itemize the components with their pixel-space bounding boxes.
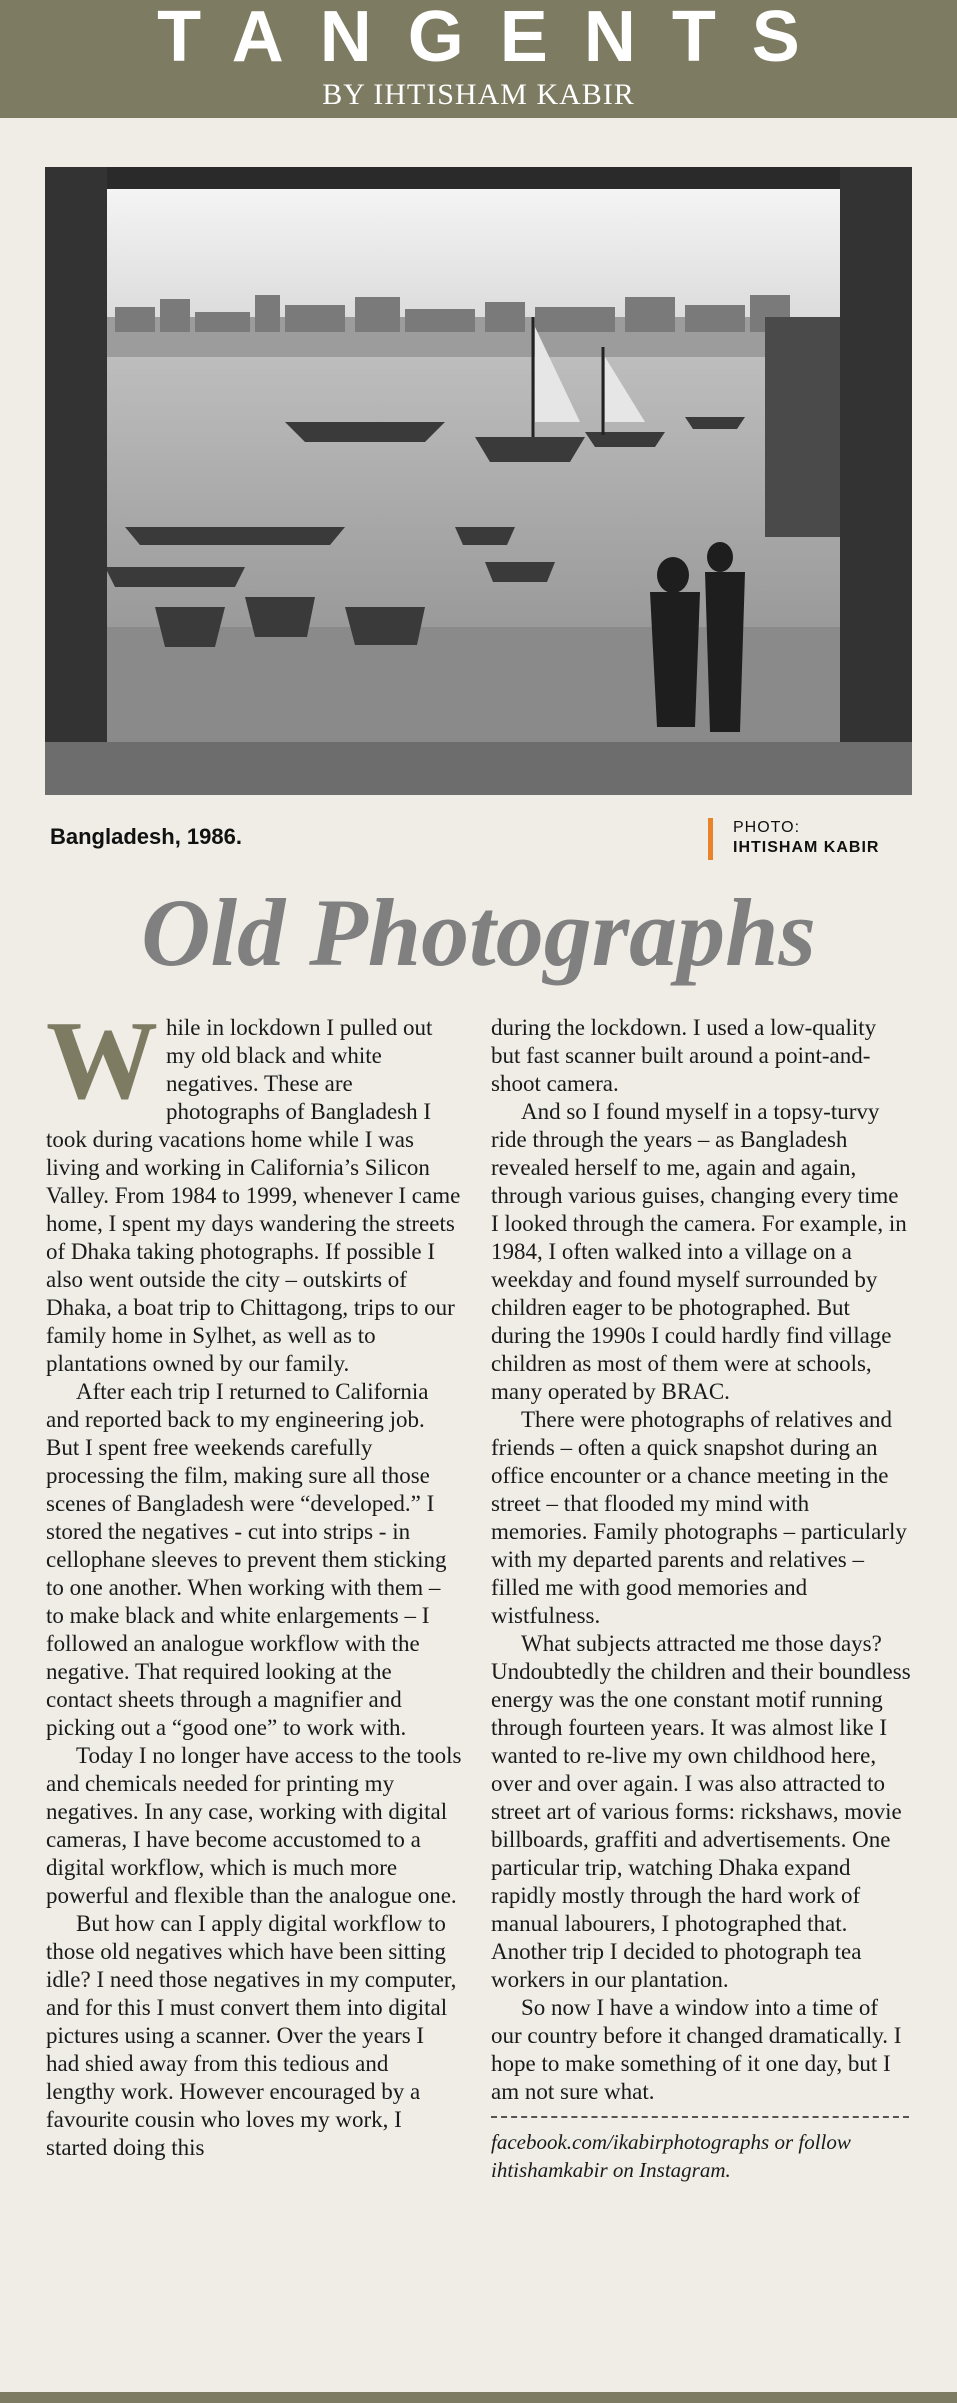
photo-credit xyxy=(708,818,879,860)
photo-credit-label: PHOTO: xyxy=(733,819,801,836)
article-paragraph: There were photographs of relatives and friends – often a quick snapshot during an office encounter or a chance meeting in the street – that flooded my mind with memories. Family photographs – particularly with my departed parents and relatives – filled me with good memories and wistfulness. xyxy=(491,1407,907,1628)
paragraph-text: hile in lockdown I pulled out my old black and white negatives. These are photographs of Bangladesh I took during vacations home while I was living and working in California’s Silicon Valley. From 1984 to 1999, whenever I came home, I spent my days wandering the streets of Dhaka taking photographs. If possible I also went outside the city – outskirts of Dhaka, a boat trip to Chittagong, trips to our family home in Sylhet, as well as to plantations owned by our family. xyxy=(46,1015,461,1376)
section-title: TANGENTS xyxy=(157,0,836,77)
photo-illustration xyxy=(45,167,912,795)
article-paragraph: What subjects attracted me those days? Undoubtedly the children and their boundless energy was the one constant motif running through fourteen years. It was almost like I wanted to re-live my own childhood here, over and over again. I was also attracted to street art of various forms: rickshaws, movie billboards, graffiti and advertisements. One particular trip, watching Dhaka expand rapidly mostly through the hard work of manual labourers, I photographed that. Another trip I decided to photograph tea workers in our plantation. xyxy=(491,1631,911,1992)
social-footer-note: facebook.com/ikabirphotographs or follow ihtishamkabir on Instagram. xyxy=(491,2130,851,2182)
photo-credit-name: IHTISHAM KABIR xyxy=(733,839,880,856)
article-paragraph: After each trip I returned to California and reported back to my engineering job. But I spent free weekends carefully processing the film, making sure all those scenes of Bangladesh were “developed.” I stored the negatives - cut into strips - in cellophane sleeves to prevent them sticking to one another. When working with them – to make black and white enlargements – I followed an analogue workflow with the negative. That required looking at the contact sheets through a magnifier and picking out a “good one” to work with. xyxy=(46,1379,447,1740)
article-column-left xyxy=(46,999,462,2162)
article-paragraph xyxy=(46,999,462,1378)
featured-photo xyxy=(45,167,912,795)
article-column-right xyxy=(491,1014,911,2184)
article-paragraph: Today I no longer have access to the tools and chemicals needed for printing my negatives. In any case, working with digital cameras, I have become accustomed to a digital workflow, which is much more powerful and flexible than the analogue one. xyxy=(46,1743,462,1908)
article-paragraph: And so I found myself in a topsy-turvy ride through the years – as Bangladesh revealed herself to me, again and again, through various guises, changing every time I looked through the camera. For example, in 1984, I often walked into a village on a weekday and found myself surrounded by children eager to be photographed. But during the 1990s I could hardly find village children as most of them were at schools, many operated by BRAC. xyxy=(491,1099,907,1404)
dashed-divider xyxy=(491,2116,909,2118)
masthead xyxy=(0,0,957,118)
article-paragraph: So now I have a window into a time of our country before it changed dramatically. I hope to make something of it one day, but I am not sure what. xyxy=(491,1995,902,2104)
byline: BY IHTISHAM KABIR xyxy=(322,78,635,111)
photo-caption: Bangladesh, 1986. xyxy=(50,824,242,849)
drop-cap: W xyxy=(46,999,158,1123)
bottom-rule xyxy=(0,2392,957,2403)
article-headline: Old Photographs xyxy=(141,879,816,986)
article-paragraph: during the lockdown. I used a low-quality but fast scanner built around a point-and-shoot camera. xyxy=(491,1015,877,1096)
article-paragraph: But how can I apply digital workflow to those old negatives which have been sitting idle? I need those negatives in my computer, and for this I must convert them into digital pictures using a scanner. Over the years I had shied away from this tedious and lengthy work. However encouraged by a favourite cousin who loves my work, I started doing this xyxy=(46,1911,457,2160)
